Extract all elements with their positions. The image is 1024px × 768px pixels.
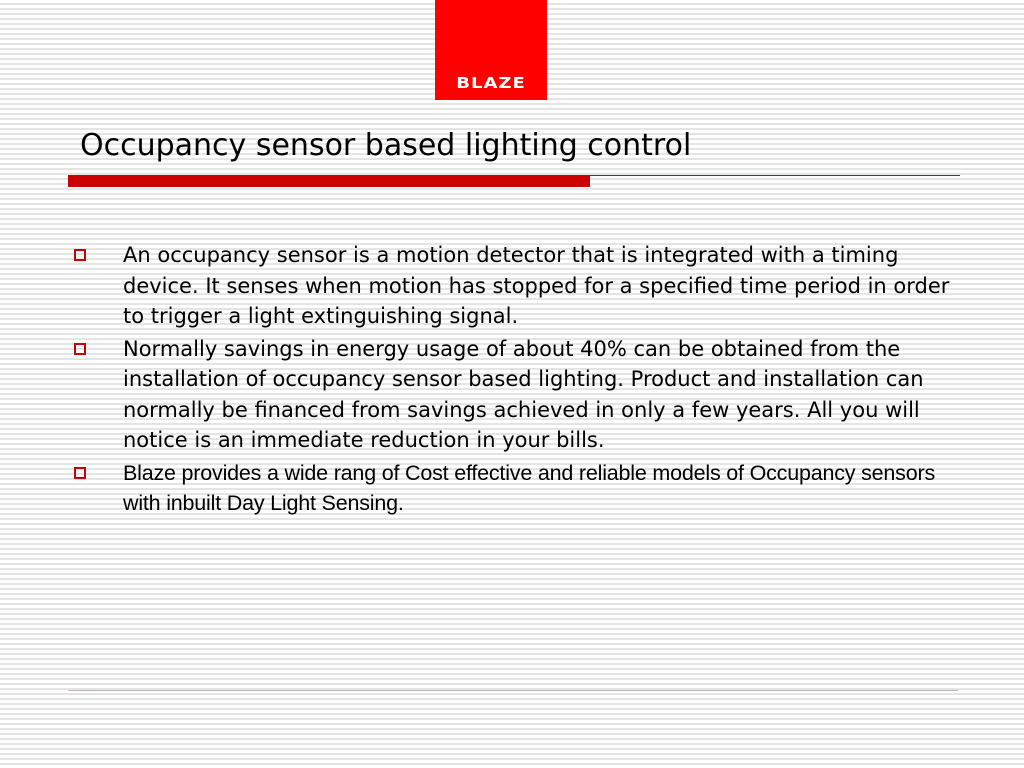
bullet-item (72, 334, 952, 456)
square-bullet-icon (74, 343, 86, 355)
slide-title: Occupancy sensor based lighting control (80, 128, 692, 163)
square-bullet-icon (74, 467, 86, 479)
title-underline-thin (590, 175, 960, 176)
bullet-item (72, 240, 952, 332)
footer-divider (68, 690, 958, 691)
bullet-text: Blaze provides a wide rang of Cost effective and reliable models of Occupancy sensors with inbuilt Day Light Sensing. (123, 460, 935, 515)
title-underline-thick (68, 175, 590, 187)
logo-text: BLAZE (456, 74, 526, 93)
square-bullet-icon (74, 249, 86, 261)
bullet-item (72, 458, 952, 519)
brand-logo (435, 0, 547, 100)
bullet-text: An occupancy sensor is a motion detector that is integrated with a timing device. It senses when motion has stopped for a specified time period in order to trigger a light extinguishing signal. (123, 243, 950, 328)
bullet-text: Normally savings in energy usage of about 40% can be obtained from the installation of occupancy sensor based lighting. Product and installation can normally be financed from savings achieved in only a few years. All you will notice is an immediate reduction in your bills. (123, 336, 924, 452)
bullet-list (72, 240, 952, 521)
